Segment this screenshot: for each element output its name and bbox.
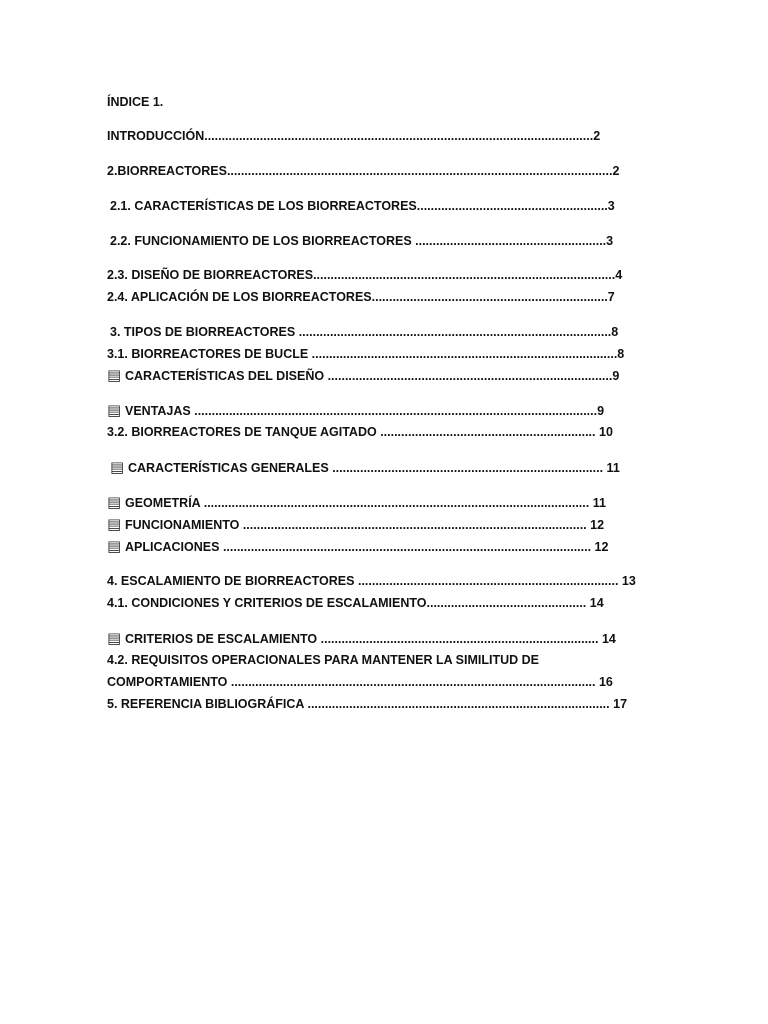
- toc-page-number: 14: [586, 596, 604, 610]
- toc-page-number: 17: [609, 697, 628, 711]
- toc-page-number: 13: [618, 574, 636, 588]
- toc-page-number: 4: [615, 268, 623, 282]
- toc-page-number: 9: [612, 369, 620, 383]
- toc-page-number: 14: [598, 632, 616, 646]
- toc-leader-dots: ...................................................................................................: [242, 518, 587, 532]
- toc-entry[interactable]: [107, 494, 606, 511]
- toc-entry[interactable]: [107, 163, 619, 179]
- toc-entry-text: GEOMETRÍA: [125, 496, 204, 510]
- toc-page-number: 8: [617, 347, 625, 361]
- toc-entry-text: 2.BIORREACTORES: [107, 164, 227, 178]
- toc-entry[interactable]: [107, 424, 613, 440]
- toc-leader-dots: ..............................................: [426, 596, 587, 610]
- toc-leader-dots: ..........................................................................................................: [222, 540, 592, 554]
- toc-entry[interactable]: [107, 516, 604, 533]
- toc-entry[interactable]: [107, 198, 615, 214]
- toc-page-number: 11: [603, 461, 620, 475]
- toc-entry[interactable]: [107, 652, 539, 668]
- toc-entry-text: CARACTERÍSTICAS DEL DISEÑO: [125, 369, 328, 383]
- toc-entry-text: CRITERIOS DE ESCALAMIENTO: [125, 632, 321, 646]
- square-bullet-icon: [107, 367, 125, 383]
- toc-entry[interactable]: [107, 402, 604, 419]
- toc-entry[interactable]: [107, 538, 608, 555]
- toc-leader-dots: .......................................................: [415, 234, 607, 248]
- square-bullet-icon: [107, 630, 125, 646]
- toc-page-number: 12: [586, 518, 605, 532]
- toc-entry-text: 4.2. REQUISITOS OPERACIONALES PARA MANTENER LA SIMILITUD DE: [107, 653, 539, 667]
- toc-entry[interactable]: [107, 346, 624, 362]
- toc-page-number: 2: [612, 164, 620, 178]
- toc-entry-text: 2.1. CARACTERÍSTICAS DE LOS BIORREACTORES: [110, 199, 417, 213]
- toc-entry[interactable]: [107, 324, 618, 340]
- toc-page-number: 10: [595, 425, 613, 439]
- toc-entry[interactable]: [107, 233, 613, 249]
- toc-entry[interactable]: [107, 674, 613, 690]
- toc-entry-text: FUNCIONAMIENTO: [125, 518, 243, 532]
- toc-entry-text: INTRODUCCIÓN: [107, 129, 205, 143]
- toc-page-number: 9: [597, 404, 605, 418]
- square-bullet-icon: [110, 459, 128, 475]
- toc-page-number: 2: [593, 129, 601, 143]
- toc-entry[interactable]: [107, 289, 615, 305]
- toc-page-number: 16: [595, 675, 613, 689]
- square-bullet-icon: [107, 516, 125, 532]
- toc-leader-dots: ..................................................................................: [327, 369, 613, 383]
- toc-leader-dots: ..............................................................: [380, 425, 596, 439]
- toc-entry[interactable]: [107, 630, 616, 647]
- toc-page-number: 7: [607, 290, 615, 304]
- toc-leader-dots: .......................................................................................: [313, 268, 616, 282]
- toc-page-number: 3: [606, 234, 614, 248]
- toc-entry[interactable]: [107, 595, 604, 611]
- toc-leader-dots: .......................................................: [416, 199, 608, 213]
- toc-leader-dots: ................................................................................................................: [204, 129, 594, 143]
- toc-leader-dots: ...............................................................................................................: [203, 496, 590, 510]
- toc-entry[interactable]: [107, 696, 627, 712]
- toc-page-number: 8: [611, 325, 619, 339]
- toc-entry-text: APLICACIONES: [125, 540, 223, 554]
- toc-entry-text: 2.4. APLICACIÓN DE LOS BIORREACTORES: [107, 290, 372, 304]
- toc-leader-dots: ....................................................................................................................: [194, 404, 598, 418]
- square-bullet-icon: [107, 538, 125, 554]
- toc-leader-dots: .........................................................................................................: [230, 675, 596, 689]
- toc-page-number: 12: [591, 540, 609, 554]
- toc-entry[interactable]: [107, 128, 600, 144]
- toc-leader-dots: ..........................................................................................: [298, 325, 612, 339]
- toc-entry[interactable]: [107, 367, 619, 384]
- toc-entry-text: COMPORTAMIENTO: [107, 675, 231, 689]
- toc-page-number: 3: [607, 199, 615, 213]
- toc-entry-text: 4. ESCALAMIENTO DE BIORREACTORES: [107, 574, 358, 588]
- square-bullet-icon: [107, 494, 125, 510]
- toc-entry-text: 5. REFERENCIA BIBLIOGRÁFICA: [107, 697, 308, 711]
- toc-heading: [107, 94, 163, 110]
- toc-entry-text: 2.2. FUNCIONAMIENTO DE LOS BIORREACTORES: [110, 234, 416, 248]
- toc-leader-dots: ....................................................................: [371, 290, 608, 304]
- toc-entry-text: 3. TIPOS DE BIORREACTORES: [110, 325, 299, 339]
- toc-entry[interactable]: [107, 267, 622, 283]
- toc-heading-text: ÍNDICE 1.: [107, 95, 164, 109]
- toc-page-number: 11: [589, 496, 606, 510]
- toc-entry-text: 3.2. BIORREACTORES DE TANQUE AGITADO: [107, 425, 381, 439]
- toc-entry-text: VENTAJAS: [125, 404, 195, 418]
- toc-entry[interactable]: [107, 573, 636, 589]
- toc-leader-dots: ................................................................................: [320, 632, 599, 646]
- toc-entry-text: CARACTERÍSTICAS GENERALES: [128, 461, 333, 475]
- toc-leader-dots: ...........................................................................: [357, 574, 619, 588]
- square-bullet-icon: [107, 402, 125, 418]
- toc-leader-dots: .......................................................................................: [307, 697, 610, 711]
- toc-leader-dots: ........................................................................................: [311, 347, 618, 361]
- toc-entry-text: 3.1. BIORREACTORES DE BUCLE: [107, 347, 312, 361]
- toc-entry-text: 4.1. CONDICIONES Y CRITERIOS DE ESCALAMIENTO: [107, 596, 427, 610]
- toc-leader-dots: ...............................................................................................................: [226, 164, 613, 178]
- toc-leader-dots: ..............................................................................: [332, 461, 604, 475]
- toc-entry-text: 2.3. DISEÑO DE BIORREACTORES: [107, 268, 314, 282]
- toc-entry[interactable]: [107, 459, 620, 476]
